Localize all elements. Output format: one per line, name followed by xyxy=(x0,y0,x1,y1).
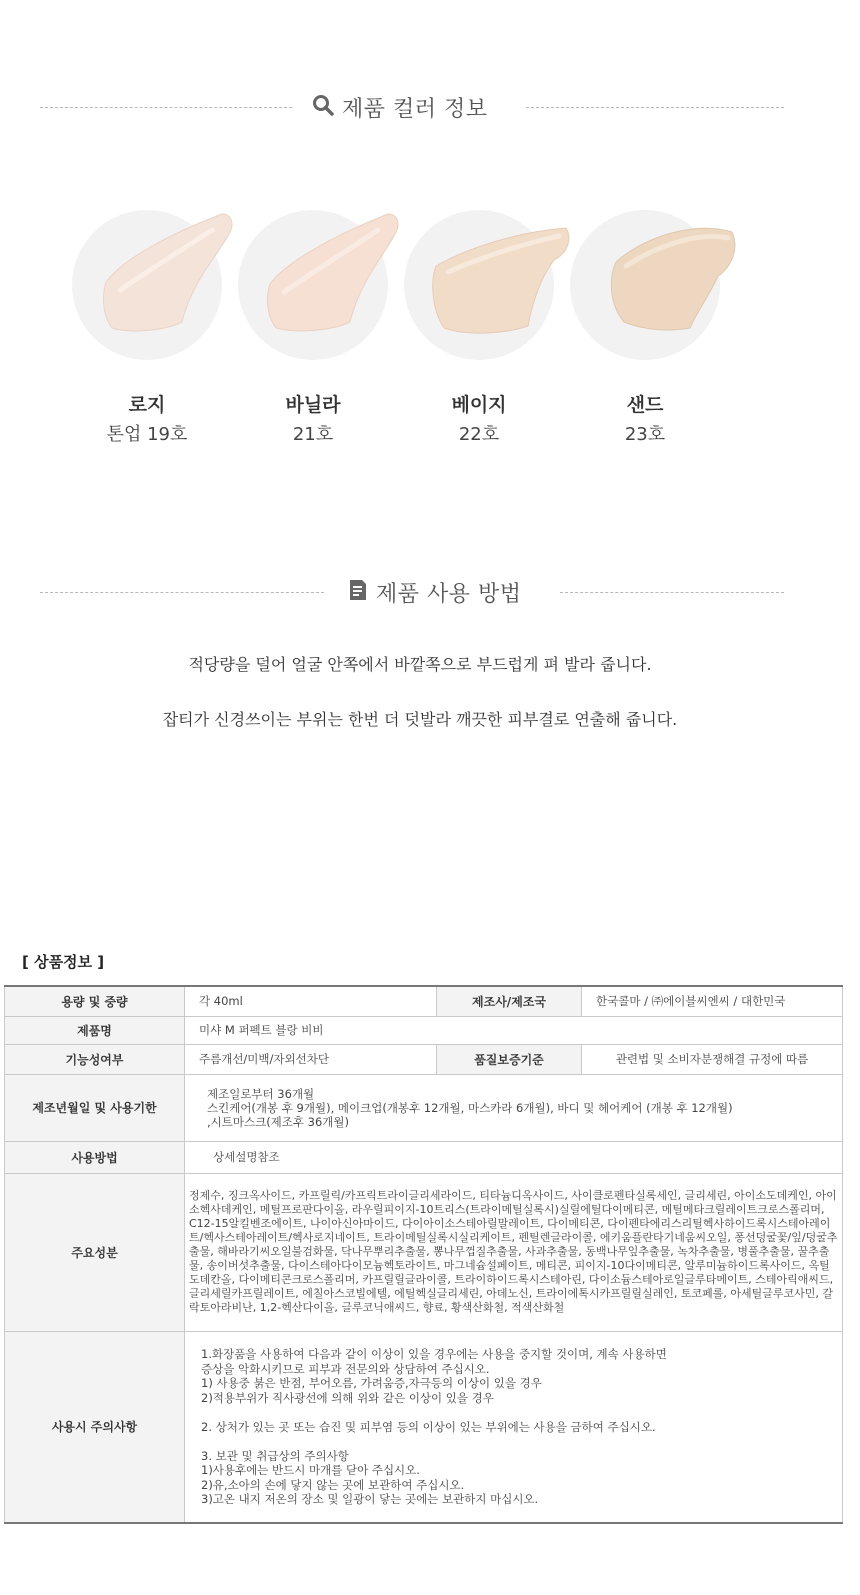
color-section-title-wrap xyxy=(312,92,488,123)
table-label: 사용방법 xyxy=(5,1141,185,1173)
table-label: 기능성여부 xyxy=(5,1044,185,1074)
table-row xyxy=(5,986,843,1016)
shade-swatch-vanilla xyxy=(238,210,388,360)
table-value: 정제수, 징크옥사이드, 카프릴릭/카프릭트라이글리세라이드, 티타늄디옥사이드, 사이클로펜타실록세인, 글리세린, 아이소도데케인, 아이소헥사데케인, 메틸프로판다이올, 라우릴피이지-10트리스(트라이메틸실록시)실릴에틸다이메티콘, 메틸메타크릴레이트크로스폴리머, C12-15알킬벤조에이트, 나이아신아마이드, 다이아이소스테아릴말레이트, 다이메티콘, 다이펜타에리스리틸헥사하이드록시스테아레이트/헥사스테아레이트/헥사로지네이트, 트라이메틸실록시실리케이트, 펜틸렌글라이콜, 에키움플란타기네움씨오일, 퐁선덩굴꽃/잎/덩굴추출물, 해바라기씨오일불검화물, 닥나무뿌리추출물, 뽕나무껍질추출물, 사과추출물, 동백나무잎추출물, 녹차추출물, 병풀추출물, 꿀추출물, 송이버섯추출물, 다이스테아다이모늄헥토라이트, 마그네슘설페이트, 메티콘, 피이지-10다이메티콘, 알루미늄하이드록사이드, 옥틸도데칸올, 다이메티콘크로스폴리머, 카프릴릴글라이콜, 트라이하이드록시스테아린, 다이소듐스테아로일글루타메이트, 스테아릭애씨드, 글리세릴카프릴레이트, 에칠아스코빌에텔, 에틸헥실글리세린, 아데노신, 트라이에톡시카프릴릴실레인, 토코페롤, 아세틸글루코사민, 갈락토아라비난, 1,2-헥산다이올, 글루코닉애씨드, 향료, 황색산화철, 적색산화철 xyxy=(185,1173,843,1331)
product-info-table xyxy=(4,985,843,1524)
table-label: 품질보증기준 xyxy=(437,1044,582,1074)
table-label: 제품명 xyxy=(5,1016,185,1044)
table-label: 용량 및 중량 xyxy=(5,986,185,1016)
shade-name: 샌드 xyxy=(626,394,664,416)
table-value: 각 40ml xyxy=(185,986,437,1016)
shade-swatch-rosy xyxy=(72,210,222,360)
shade-number: 22호 xyxy=(458,424,500,445)
table-row xyxy=(5,1074,843,1141)
color-section-title: 제품 컬러 정보 xyxy=(342,97,488,122)
shade-swatch-beige xyxy=(404,210,554,360)
table-row xyxy=(5,1173,843,1331)
table-value: 관련법 및 소비자분쟁해결 규정에 따름 xyxy=(582,1044,843,1074)
usage-instruction: 잡티가 신경쓰이는 부위는 한번 더 덧발라 깨끗한 피부결로 연출해 줍니다. xyxy=(162,710,678,729)
cream-swatch-icon xyxy=(72,210,242,360)
table-row xyxy=(5,1016,843,1044)
shade-name: 로지 xyxy=(128,394,166,416)
product-info-title: [ 상품정보 ] xyxy=(22,953,105,971)
divider-right xyxy=(526,107,784,108)
table-row xyxy=(5,1141,843,1173)
table-value: 1.화장품을 사용하여 다음과 같이 이상이 있을 경우에는 사용을 중지할 것이며, 계속 사용하면 증상을 악화시키므로 피부과 전문의와 상담하여 주십시오. 1) 사용중 붉은 반점, 부어오름, 가려움증,자극등의 이상이 있을 경우 2)적용부위가 직사광선에 의해 위와 같은 이상이 있을 경우 2. 상처가 있는 곳 또는 습진 및 피부염 등의 이상이 있는 부위에는 사용을 금하여 주십시오. 3. 보관 및 취급상의 주의사항 1)사용후에는 반드시 마개를 닫아 주십시오. 2)유,소아의 손에 닿지 않는 곳에 보관하여 주십시오. 3)고온 내지 저온의 장소 및 일광이 닿는 곳에는 보관하지 마십시오. xyxy=(185,1331,843,1523)
table-label: 제조년월일 및 사용기한 xyxy=(5,1074,185,1141)
document-icon xyxy=(348,579,368,607)
divider-right xyxy=(560,592,784,593)
table-value: 한국콜마 / ㈜에이블씨엔씨 / 대한민국 xyxy=(582,986,843,1016)
table-value: 미샤 M 퍼펙트 블랑 비비 xyxy=(185,1016,843,1044)
divider-left xyxy=(40,592,324,593)
shade-number: 21호 xyxy=(292,424,334,445)
cream-swatch-icon xyxy=(570,210,740,360)
shade-swatch-sand xyxy=(570,210,720,360)
shade-name: 바닐라 xyxy=(285,394,341,416)
cream-swatch-icon xyxy=(404,210,574,360)
cream-swatch-icon xyxy=(238,210,408,360)
table-label: 제조사/제조국 xyxy=(437,986,582,1016)
usage-section-title-wrap xyxy=(348,577,522,608)
shade-name: 베이지 xyxy=(451,394,507,416)
usage-section-header xyxy=(0,573,860,613)
table-label: 사용시 주의사항 xyxy=(5,1331,185,1523)
shade-number: 23호 xyxy=(624,424,666,445)
color-section-header xyxy=(0,88,860,128)
table-value: 주름개선/미백/자외선차단 xyxy=(185,1044,437,1074)
search-icon xyxy=(312,94,334,122)
table-value: 상세설명참조 xyxy=(185,1141,843,1173)
usage-instruction: 적당량을 덜어 얼굴 안쪽에서 바깥쪽으로 부드럽게 펴 발라 줍니다. xyxy=(188,655,652,674)
usage-section-title: 제품 사용 방법 xyxy=(376,582,522,607)
table-value: 제조일로부터 36개월 스킨케어(개봉 후 9개월), 메이크업(개봉후 12개월, 마스카라 6개월), 바디 및 헤어케어 (개봉 후 12개월) ,시트마스크(제조후 36개월) xyxy=(185,1074,843,1141)
shade-number: 톤업 19호 xyxy=(106,424,188,445)
table-label: 주요성분 xyxy=(5,1173,185,1331)
table-row xyxy=(5,1044,843,1074)
table-row xyxy=(5,1331,843,1523)
divider-left xyxy=(40,107,292,108)
